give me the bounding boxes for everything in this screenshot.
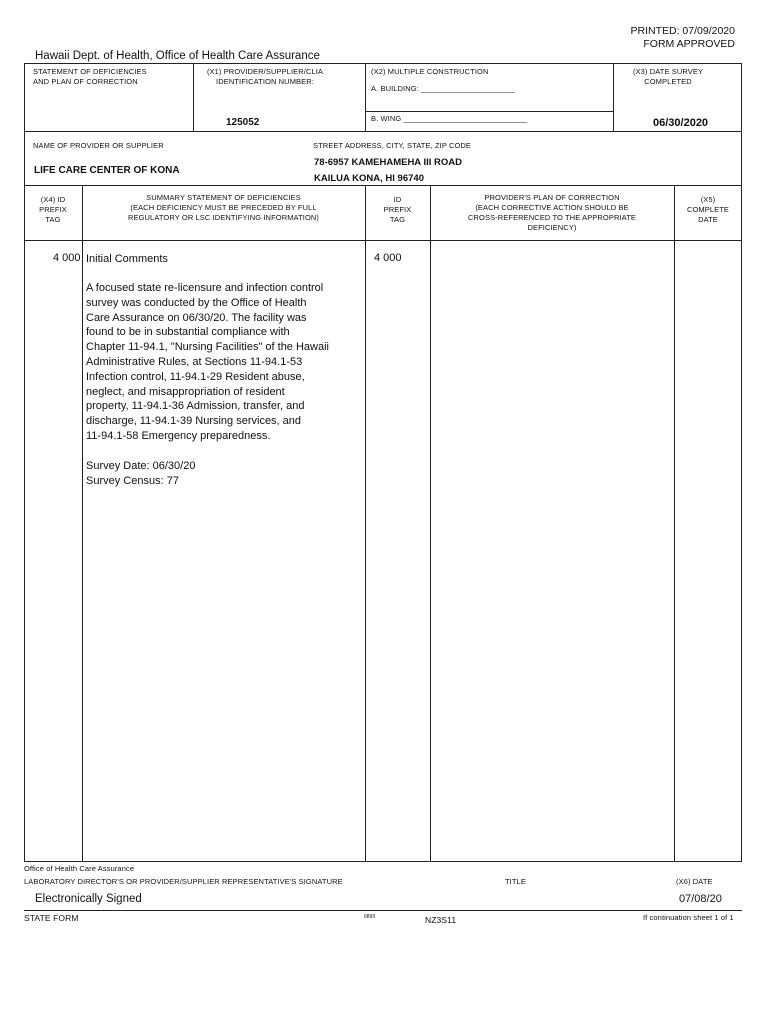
x6-date-label: (X6) DATE <box>676 877 713 886</box>
statement-label: STATEMENT OF DEFICIENCIES AND PLAN OF CORRECTION <box>33 67 147 86</box>
title-label: TITLE <box>505 877 526 886</box>
office-name: Office of Health Care Assurance <box>24 864 135 873</box>
provider-name-label: NAME OF PROVIDER OR SUPPLIER <box>33 141 164 150</box>
x1-value: 125052 <box>226 117 260 128</box>
x1-label: (X1) PROVIDER/SUPPLIER/CLIA IDENTIFICATION NUMBER: <box>206 67 324 86</box>
signature-label: LABORATORY DIRECTOR'S OR PROVIDER/SUPPLIER REPRESENTATIVE'S SIGNATURE <box>24 877 343 886</box>
provider-name: LIFE CARE CENTER OF KONA <box>34 165 180 176</box>
x5-column-header: (X5) COMPLETE DATE <box>686 195 730 224</box>
document-id: NZ3S11 <box>425 915 457 925</box>
entry-id-tag: 4 000 <box>374 252 402 264</box>
form-code: 6899 <box>364 914 376 920</box>
x3-label: (X3) DATE SURVEY COMPLETED <box>632 67 704 86</box>
x2-label: (X2) MULTIPLE CONSTRUCTION <box>371 67 489 76</box>
entry-title: Initial Comments <box>86 253 168 265</box>
building-label: A. BUILDING: ______________________ <box>371 84 516 93</box>
entry-paragraph: A focused state re-licensure and infection control survey was conducted by the Office of Health Care Assurance on 06/30/20. The facility was found to be in substantial compliance with Chapter 11-94.1, "Nursing Facilities" of the Hawaii Administrative Rules, at Sections 11-94.1-53 Infection control, 11-94.1-29 Resident abuse, neglect, and misappropriation of resident property, 11-94.1-36 Admission, transfer, and discharge, 11-94.1-39 Nursing services, and 11-94.1-58 Emergency preparedness. <box>86 282 329 442</box>
wing-label: B. WING _____________________________ <box>371 114 528 123</box>
continuation-sheet: If continuation sheet 1 of 1 <box>643 913 734 922</box>
entry-tag: 4 000 <box>53 252 81 264</box>
address-line2: KAILUA KONA, HI 96740 <box>314 173 424 184</box>
form-approved: FORM APPROVED <box>643 38 735 50</box>
survey-date: Survey Date: 06/30/20 <box>86 460 196 472</box>
signature-value: Electronically Signed <box>35 893 142 905</box>
id-column-header: ID PREFIX TAG <box>383 195 412 224</box>
x4-column-header: (X4) ID PREFIX TAG <box>39 195 67 224</box>
address-line1: 78-6957 KAMEHAMEHA III ROAD <box>314 157 462 168</box>
summary-column-header: SUMMARY STATEMENT OF DEFICIENCIES (EACH DEFICIENCY MUST BE PRECEDED BY FULL REGULATORY OR LSC IDENTIFYING INFORMATION) <box>127 193 320 222</box>
plan-column-header: PROVIDER'S PLAN OF CORRECTION (EACH CORRECTIVE ACTION SHOULD BE CROSS-REFERENCED TO THE APPROPRIATE DEFICIENCY) <box>468 193 636 232</box>
agency-name: Hawaii Dept. of Health, Office of Health Care Assurance <box>35 50 320 62</box>
state-form-label: STATE FORM <box>24 913 79 923</box>
printed-date: PRINTED: 07/09/2020 <box>630 25 735 37</box>
x3-value: 06/30/2020 <box>653 117 709 129</box>
address-label: STREET ADDRESS, CITY, STATE, ZIP CODE <box>313 141 472 150</box>
survey-census: Survey Census: 77 <box>86 475 179 487</box>
signed-date: 07/08/20 <box>679 893 722 905</box>
